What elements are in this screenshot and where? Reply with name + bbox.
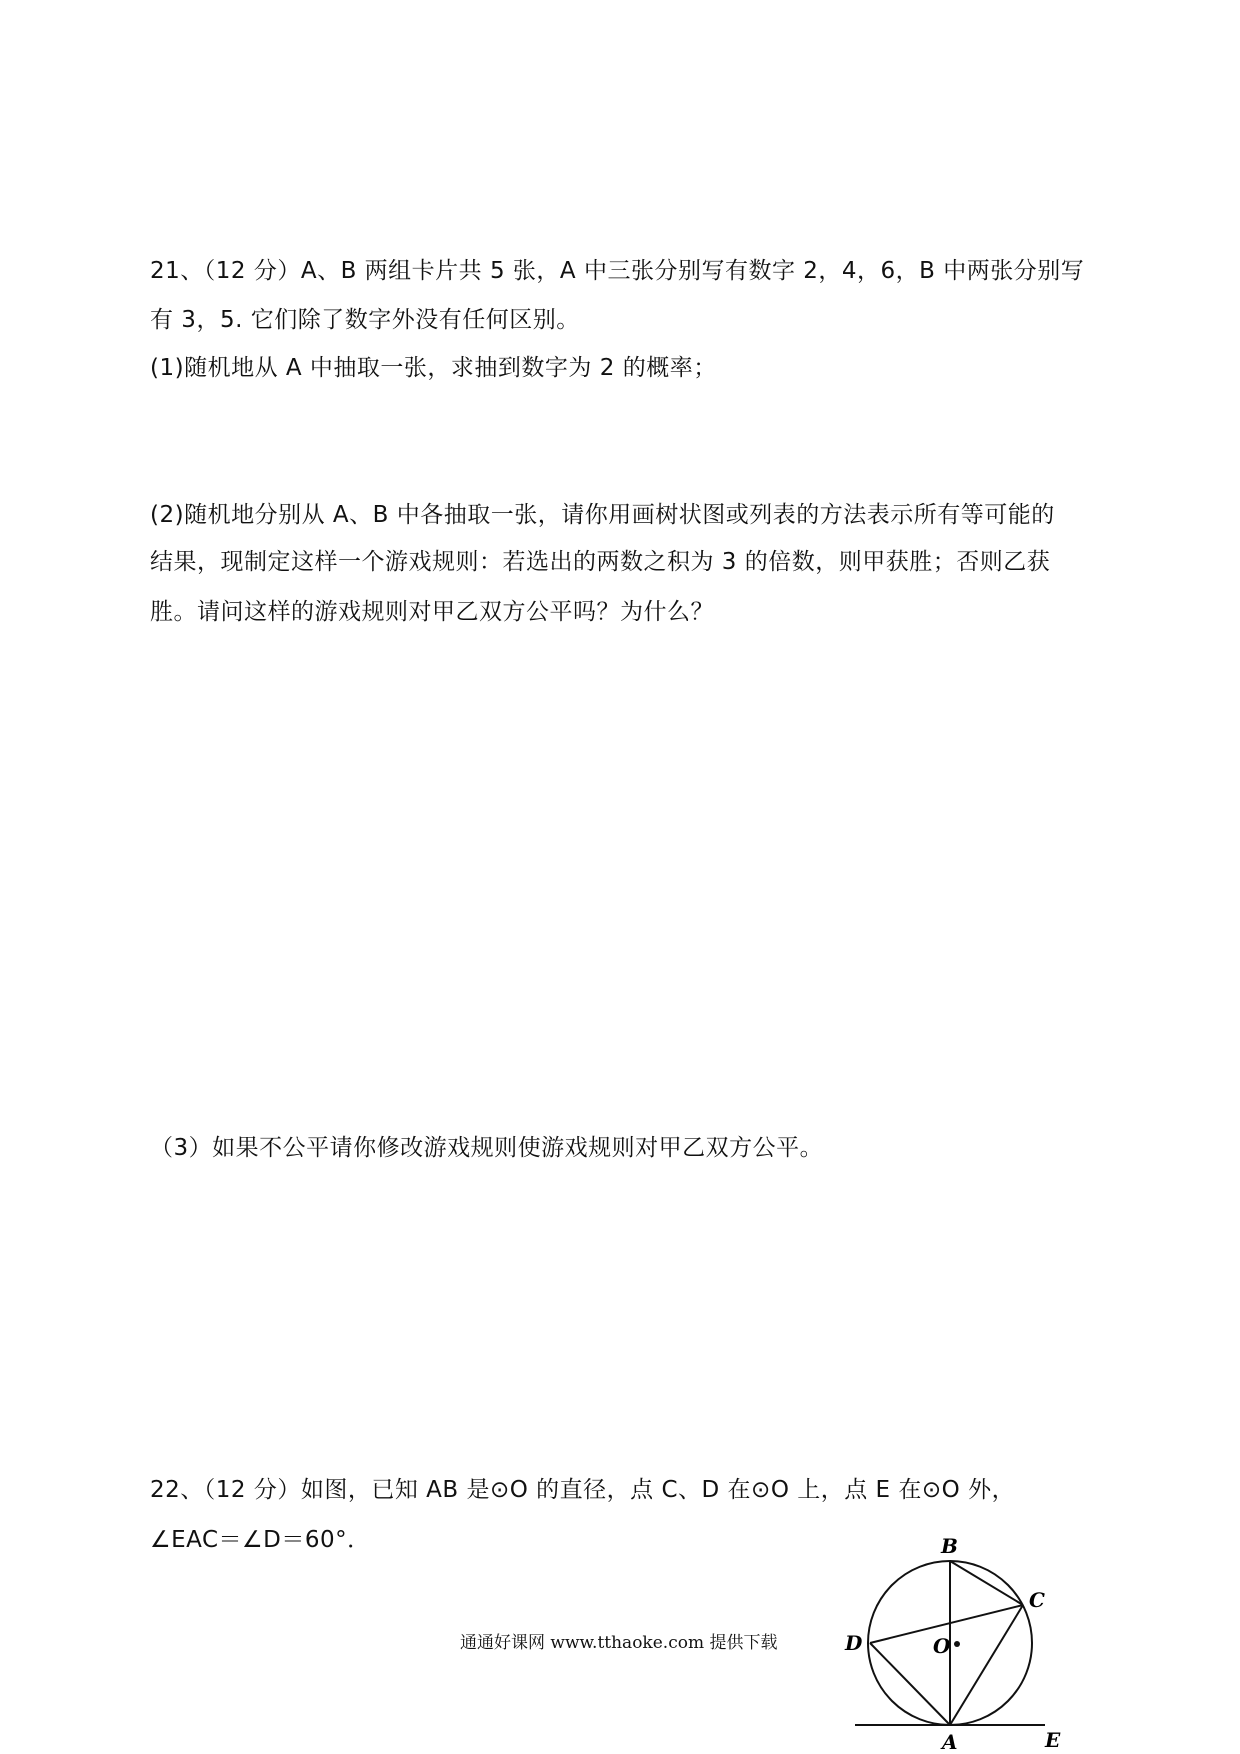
label-a: A (942, 1730, 958, 1754)
label-c: C (1029, 1588, 1045, 1612)
label-o: O (933, 1634, 951, 1658)
q21-part3: （3）如果不公平请你修改游戏规则使游戏规则对甲乙双方公平。 (150, 1135, 824, 1161)
q22-line2: ∠EAC＝∠D＝60°． (150, 1527, 371, 1553)
chord-bc (950, 1561, 1023, 1605)
label-b: B (941, 1534, 958, 1558)
q22-line1: 22、（12 分）如图，已知 AB 是⊙O 的直径，点 C、D 在⊙O 上，点 E 在⊙O 外， (150, 1477, 1016, 1503)
center-dot-o (954, 1641, 960, 1647)
label-d: D (845, 1631, 863, 1655)
geometry-figure (835, 1525, 1095, 1754)
q21-part2-line2: 结果，现制定这样一个游戏规则：若选出的两数之积为 3 的倍数，则甲获胜；否则乙获 (150, 549, 1051, 575)
chord-ca (950, 1605, 1023, 1725)
q21-line2: 有 3，5. 它们除了数字外没有任何区别。 (150, 307, 580, 333)
label-e: E (1045, 1728, 1061, 1752)
footer-credit: 通通好课网 www.tthaoke.com 提供下载 (460, 1633, 778, 1653)
q21-part1: (1)随机地从 A 中抽取一张，求抽到数字为 2 的概率； (150, 355, 717, 381)
q21-part2-line1: (2)随机地分别从 A、B 中各抽取一张，请你用画树状图或列表的方法表示所有等可能的 (150, 502, 1055, 528)
q21-line1: 21、（12 分）A、B 两组卡片共 5 张，A 中三张分别写有数字 2，4，6，B 中两张分别写 (150, 258, 1085, 284)
q21-part2-line3: 胜。请问这样的游戏规则对甲乙双方公平吗？为什么？ (150, 599, 714, 625)
